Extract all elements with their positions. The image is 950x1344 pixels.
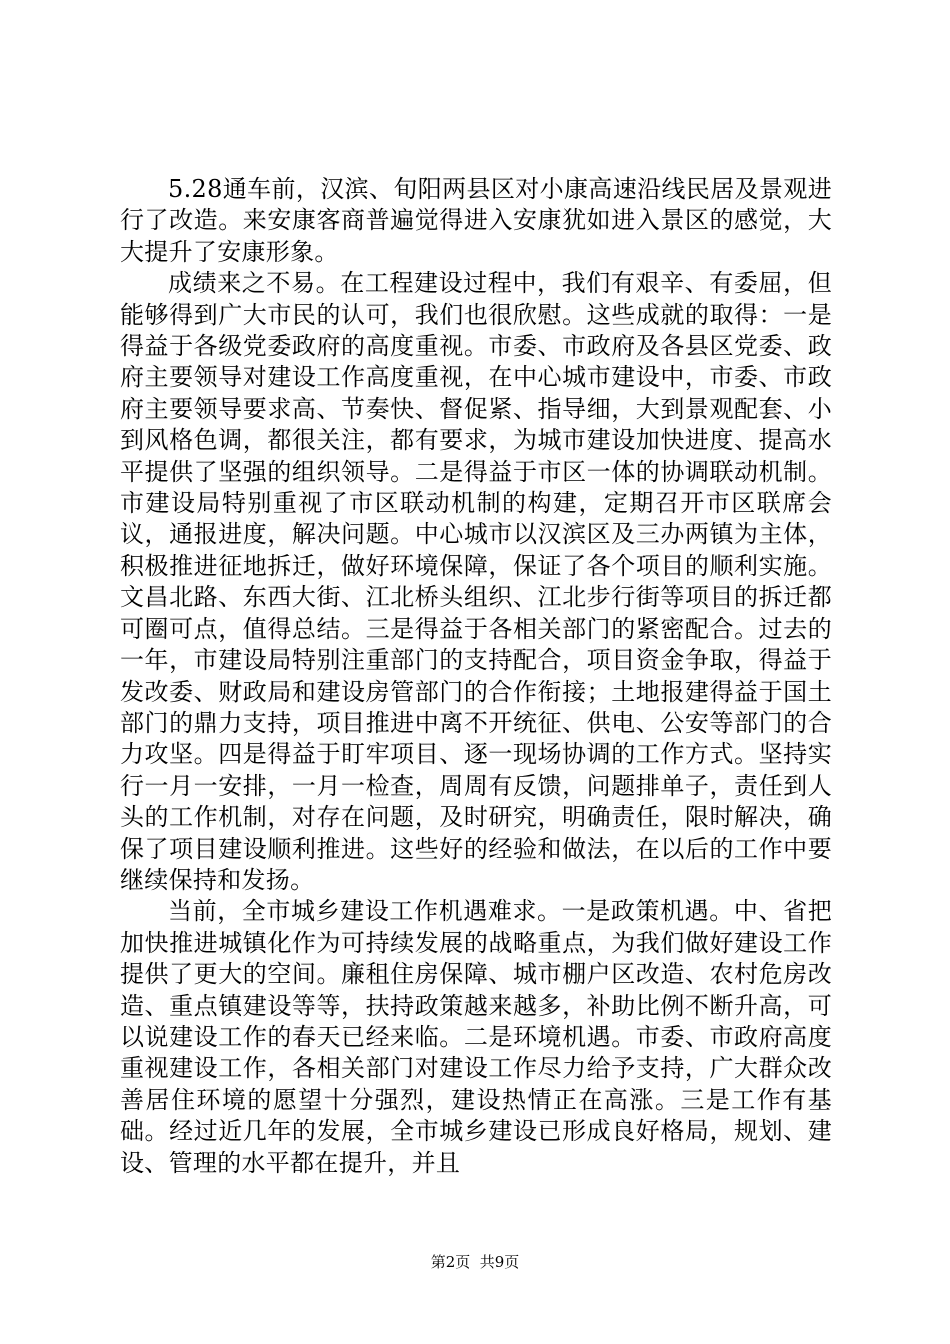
paragraph-1: 5.28通车前，汉滨、旬阳两县区对小康高速沿线民居及景观进行了改造。来安康客商普遍觉得进入安康犹如进入景区的感觉，大大提升了安康形象。 (120, 175, 832, 266)
document-body (120, 174, 832, 1179)
page-footer (0, 1252, 950, 1272)
paragraph-3: 当前，全市城乡建设工作机遇难求。一是政策机遇。中、省把加快推进城镇化作为可持续发展的战略重点，为我们做好建设工作提供了更大的空间。廉租住房保障、城市棚户区改造、农村危房改造、重点镇建设等等，扶持政策越来越多，补助比例不断升高，可以说建设工作的春天已经来临。二是环境机遇。市委、市政府高度重视建设工作，各相关部门对建设工作尽力给予支持，广大群众改善居住环境的愿望十分强烈，建设热情正在高涨。三是工作有基础。经过近几年的发展，全市城乡建设已形成良好格局，规划、建设、管理的水平都在提升，并且 (120, 897, 832, 1177)
paragraph-2: 成绩来之不易。在工程建设过程中，我们有艰辛、有委屈，但能够得到广大市民的认可，我们也很欣慰。这些成就的取得：一是得益于各级党委政府的高度重视。市委、市政府及各县区党委、政府主要领导对建设工作高度重视，在中心城市建设中，市委、市政府主要领导要求高、节奏快、督促紧、指导细，大到景观配套、小到风格色调，都很关注，都有要求，为城市建设加快进度、提高水平提供了坚强的组织领导。二是得益于市区一体的协调联动机制。市建设局特别重视了市区联动机制的构建，定期召开市区联席会议，通报进度，解决问题。中心城市以汉滨区及三办两镇为主体，积极推进征地拆迁，做好环境保障，保证了各个项目的顺利实施。文昌北路、东西大街、江北桥头组织、江北步行街等项目的拆迁都可圈可点，值得总结。三是得益于各相关部门的紧密配合。过去的一年，市建设局特别注重部门的支持配合，项目资金争取，得益于发改委、财政局和建设房管部门的合作衔接；土地报建得益于国土部门的鼎力支持，项目推进中离不开统征、供电、公安等部门的合力攻坚。四是得益于盯牢项目、逐一现场协调的工作方式。坚持实行一月一安排，一月一检查，周周有反馈，问题排单子，责任到人头的工作机制，对存在问题，及时研究，明确责任，限时解决，确保了项目建设顺利推进。这些好的经验和做法，在以后的工作中要继续保持和发扬。 (120, 269, 832, 894)
page-number-label: 第2页 共9页 (430, 1253, 520, 1271)
